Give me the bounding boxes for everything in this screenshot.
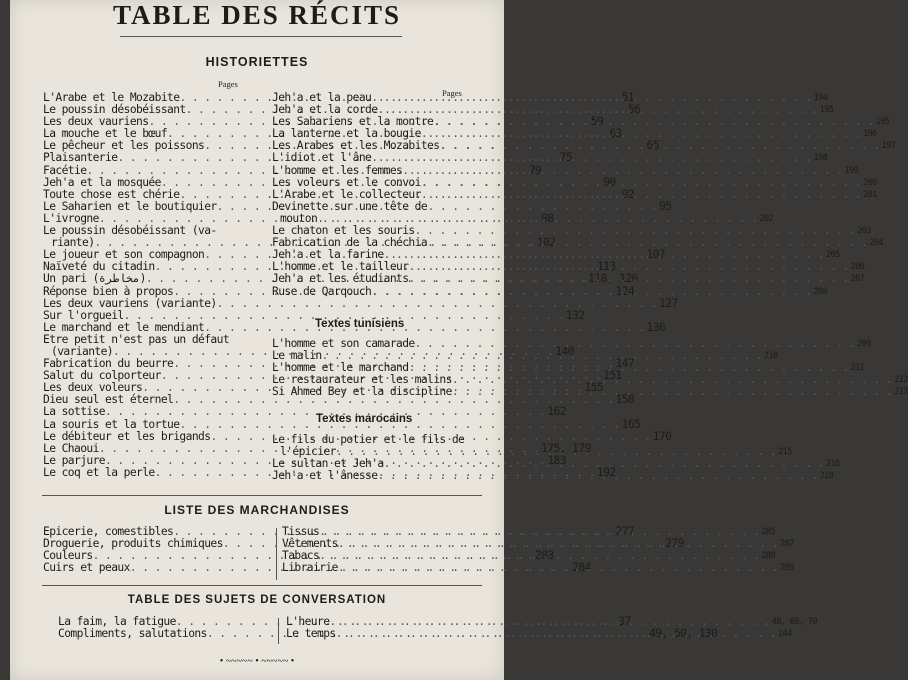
entry-title: Dieu seul est éternel [43,393,174,407]
entry-page: 287 [780,539,794,550]
entry-page: 170 [652,429,672,443]
toc-entry [43,296,678,310]
entry-page: 197 [881,141,896,152]
entry-title: Devinette sur une tête de [272,199,428,213]
entry-page: 92 [621,187,635,201]
entry-title: Fabrication de la chéchia [272,236,428,250]
entry-page: 95 [658,199,672,213]
entry-page: 207 [850,274,865,285]
entry-page: 199 [844,165,859,176]
marchandises-heading: LISTE DES MARCHANDISES [164,503,350,517]
entry-title: Plaisanterie [43,151,118,165]
entry-title: L'heure [286,615,330,628]
entry-title: Le Chaoui [43,441,99,455]
toc-entry [43,308,585,322]
entry-title: Le débiteur et les brigands [43,429,211,443]
dot-leader [371,286,811,298]
marocains-heading: Textes marocains [316,413,413,425]
dot-leader [204,322,644,334]
entry-page: 205 [825,250,840,261]
entry-title: Jeh'a et la farine [272,248,384,262]
entry-title: L'Arabe et le Mozabite [43,91,180,104]
entry-page: 59 [590,115,604,129]
dot-leader [408,273,848,285]
entry-title: Jeh'a et l'ânesse [272,469,378,483]
entry-title: L'ivrogne [43,211,99,225]
entry-title: Librairie [282,561,338,575]
entry-page: 102 [536,236,556,250]
entry-title: Le chaton et les souris [272,224,415,238]
entry-title: Tissus [282,525,320,538]
entry-page: 175, 179 [541,441,591,455]
marchandises-separator [276,528,277,580]
tunisiens-heading: Textes tunisiens [315,318,405,330]
dot-leader [452,386,892,398]
entry-title: Un pari (مخاطرة) [43,272,146,286]
entry-page: 203 [856,226,871,237]
entry-page: 213 [894,387,908,398]
entry-title: La sottise [43,405,106,419]
entry-title: L'homme et les femmes [272,163,403,177]
entry-page: 155 [584,381,604,395]
entry-title: La faim, la fatigue [58,615,176,628]
entry-title: Facétie [43,163,87,177]
entry-title: Etre petit n'est pas un défaut [43,332,230,346]
entry-title: Epicerie, comestibles [43,525,174,538]
entry-page: 51 [621,91,635,104]
dot-leader [336,628,776,640]
entry-title: Le malin [272,349,322,363]
entry-page: 124 [615,284,635,298]
entry-page: 49, 50, 130 [649,627,718,641]
entry-title: Les deux voleurs [43,381,143,395]
entry-title: Jeh'a et la corde [272,103,378,117]
dot-leader [371,152,811,164]
pages-label-left: Pages [218,79,238,89]
entry-page: 147 [615,357,635,371]
entry-page: 288 [761,551,776,562]
pages-label-right: Pages [442,88,462,98]
entry-page: 192 [596,465,616,479]
entry-page: 65 [646,139,659,153]
entry-page: 144 [777,629,792,640]
entry-page: 75 [559,151,573,165]
entry-title: Jeh'a et les étudiants [272,272,409,286]
entry-title: Compliments, salutations [58,627,207,641]
historiettes-heading: HISTORIETTES [205,55,309,69]
entry-page: 195 [875,117,890,128]
entry-title: Tabacs [282,549,320,563]
entry-page: 79 [528,163,542,177]
entry-page: 277 [615,525,635,538]
entry-title: Le pêcheur et les poissons [43,139,205,153]
entry-page: 216 [825,459,840,470]
entry-page: 208 [813,286,828,297]
dot-leader [338,562,778,574]
entry-title: Le marchand et le mendiant [43,320,205,334]
entry-title: Sur l'orgueil [43,308,124,322]
entry-title: Fabrication du beurre [43,357,174,371]
entry-page: 183 [547,453,566,467]
entry-page: 37 [618,615,631,628]
entry-page: 284 [572,561,591,575]
entry-title: Les Sahariens et la montre [272,115,434,129]
entry-page: 48, 69, 70 [771,617,817,627]
entry-title: Ruse de Qarqouch [272,284,372,298]
entry-title: Le Saharien et le boutiquier [43,199,217,213]
entry-title: Le fils du potier et le fils de [272,433,465,446]
entry-page: 218 [819,471,834,482]
entry-page: 140 [555,344,574,358]
entry-title: Le parjure [43,453,106,467]
entry-title: Droguerie, produits chimiques [43,537,223,551]
entry-title: Si Ahmed Bey et la discipline [272,385,452,399]
entry-title: Vêtements [282,537,338,551]
entry-page: 127 [658,296,678,310]
entry-page: 136 [646,320,666,334]
dot-leader [217,298,657,310]
entry-title: riante) [51,236,95,250]
entry-page: 198 [813,153,828,164]
entry-title: Le poussin désobéissant [43,103,186,117]
entry-page: 209 [856,339,871,349]
entry-page: 206 [850,262,865,273]
entry-page: 63 [609,127,622,141]
conversation-heading: TABLE DES SUJETS DE CONVERSATION [127,594,387,606]
entry-page: 212 [894,375,908,386]
section-rule-1 [42,495,482,496]
entry-title: Les voleurs et le convoi [272,175,421,189]
entry-page: 194 [813,93,828,103]
entry-title: Le poussin désobéissant (va- [43,224,217,238]
book-page [10,0,908,680]
entry-title: Jeh'a et la mosquée [43,175,161,189]
entry-title: Naïveté du citadin [43,260,155,274]
entry-page: 200 [863,177,877,188]
entry-title: Les deux vauriens (variante) [43,296,217,310]
conversation-separator [278,618,279,644]
entry-page: 210 [763,351,778,362]
entry-title: Le restaurateur et les malins [272,373,452,387]
entry-page: 151 [603,369,622,383]
entry-page: 118, 120 [588,272,638,286]
entry-title: La mouche et le bœuf [43,127,168,141]
entry-page: 98 [541,211,554,225]
entry-page: 279 [665,537,684,551]
entry-page: 162 [547,405,566,419]
entry-page: 196 [863,129,877,140]
entry-page: 90 [603,175,616,189]
entry-title: Couleurs [43,549,93,563]
entry-page: 283 [534,549,554,563]
entry-title: La lanterne et la bougie [272,127,421,141]
entry-page: 215 [778,447,792,458]
entry-title: Les deux vauriens [43,115,149,129]
dot-leader [421,189,861,201]
entry-page: 285 [761,527,776,537]
dot-leader [421,177,861,189]
entry-title: Toute chose est chérie [43,187,180,201]
entry-title: Le temps [286,627,336,641]
entry-title: L'Arabe et le collecteur [272,187,421,201]
entry-page: 201 [863,189,877,200]
dot-leader [377,470,817,482]
entry-title: Salut du colporteur [43,369,161,383]
entry-title: Cuirs et peaux [43,561,130,575]
entry-title: L'idiot et l'âne [272,151,372,165]
entry-page: 113 [596,260,616,274]
entry-page: 107 [646,248,666,262]
page-title: TABLE DES RÉCITS [112,0,402,30]
entry-page: 158 [615,393,635,407]
entry-page: 202 [759,213,774,224]
entry-page: 56 [627,103,641,117]
entry-title: L'homme et le tailleur [272,260,409,274]
entry-page: 195 [819,105,834,116]
entry-title: Réponse bien à propos [43,284,174,298]
entry-title: L'homme et le marchand [272,361,409,375]
dot-leader [402,165,842,177]
section-rule-2 [42,585,482,586]
entry-title: Les Arabes et les Mozabites [272,139,440,153]
entry-title: Le sultan et Jeh'a [272,457,384,471]
entry-title: mouton [280,211,318,225]
entry-title: L'homme et son camarade [272,337,415,350]
end-ornament: • ~~~~~ • ~~~~~ • [219,656,295,667]
entry-title: Le coq et la perle [43,465,155,479]
entry-page: 289 [780,563,794,574]
entry-title: l'épicier [280,445,336,459]
title-rule [120,36,402,37]
entry-title: Le joueur et son compagnon [43,248,205,262]
entry-page: 204 [869,238,883,249]
entry-page: 165 [621,417,641,431]
entry-title: (variante) [51,344,114,358]
entry-page: 132 [565,308,585,322]
entry-page: 211 [850,363,865,374]
entry-title: Jeh'a et la peau [272,91,372,104]
entry-title: La souris et la tortue [43,417,180,431]
